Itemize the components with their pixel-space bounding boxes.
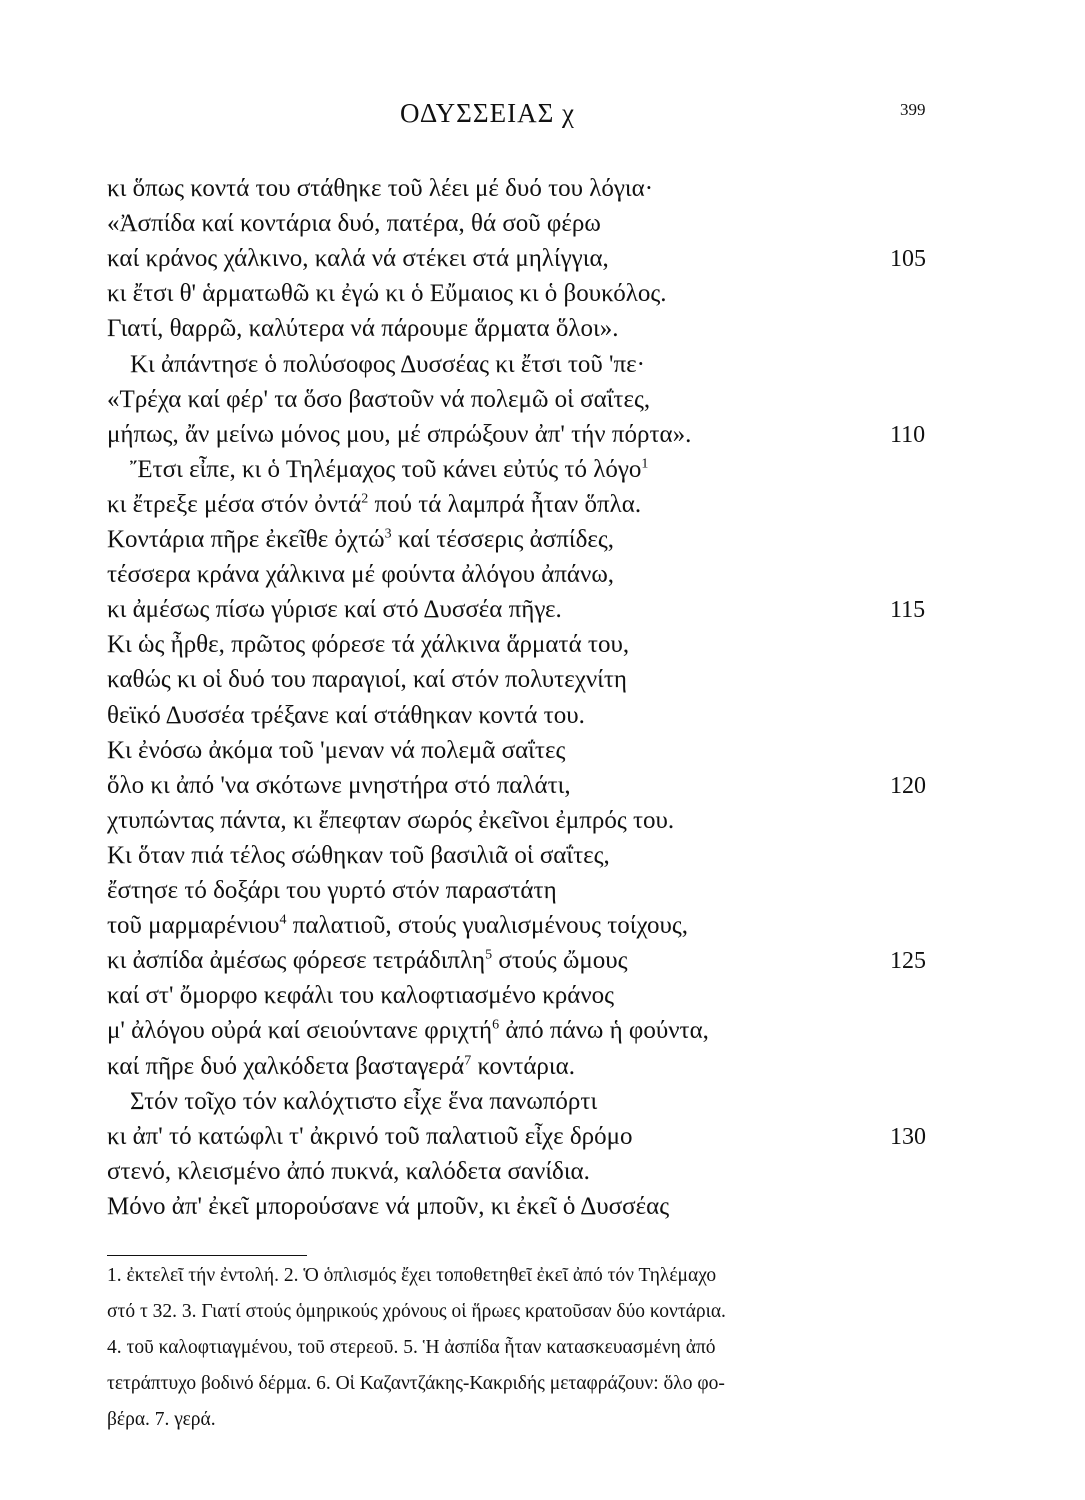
verse-text-continued: στούς ὤμους xyxy=(492,947,628,975)
verse-text: «Τρέχα καί φέρ' τα ὅσο βαστοῦν νά πολεμῶ οἱ σαΐτες, xyxy=(107,385,651,413)
verse-line xyxy=(107,843,610,868)
verse-text: κι ἀμέσως πίσω γύρισε καί στό Δυσσέα πῆγε. xyxy=(107,596,562,624)
footnote-marker: 4 xyxy=(279,912,287,928)
verse-line xyxy=(107,983,614,1008)
footnote-marker: 2 xyxy=(361,491,369,507)
footnote-line: 4. τοῦ καλοφτιαγμένου, τοῦ στερεοῦ. 5. Ἡ ἀσπίδα ἦταν κατασκευασμένη ἀπό xyxy=(107,1337,716,1358)
footnote-line: τετράπτυχο βοδινό δέρμα. 6. Οἱ Καζαντζάκης-Κακριδής μεταφράζουν: ὅλο φο- xyxy=(107,1373,725,1394)
verse-line xyxy=(107,667,627,692)
verse-line xyxy=(107,808,674,833)
verse-line xyxy=(107,316,619,341)
verse-line xyxy=(107,1054,575,1079)
verse-line xyxy=(107,176,653,201)
verse-text: Κι ἀπάντησε ὁ πολύσοφος Δυσσέας κι ἔτσι τοῦ 'πε· xyxy=(130,350,645,378)
verse-line xyxy=(107,211,601,236)
verse-text: κι ἔτσι θ' ἁρματωθῶ κι ἐγώ κι ὁ Εὔμαιος κι ὁ βουκόλος. xyxy=(107,280,667,308)
verse-line xyxy=(107,422,691,447)
verse-line xyxy=(107,387,650,412)
line-number: 120 xyxy=(890,772,926,799)
verse-line xyxy=(107,1194,669,1219)
line-number: 115 xyxy=(890,597,926,624)
line-number: 110 xyxy=(890,421,926,448)
verse-text-continued: πού τά λαμπρά ἦταν ὅπλα. xyxy=(368,490,642,518)
verse-text: μ' ἀλόγου οὐρά καί σειούντανε φριχτή xyxy=(107,1017,493,1045)
verse-text: «Ἀσπίδα καί κοντάρια δυό, πατέρα, θά σοῦ φέρω xyxy=(107,210,601,238)
verse-line xyxy=(107,492,641,517)
verse-line xyxy=(107,1018,709,1043)
verse-line xyxy=(107,773,571,798)
verse-text-continued: καί τέσσερις ἀσπίδες, xyxy=(391,526,615,553)
footnote-marker: 6 xyxy=(492,1018,500,1034)
verse-text: καί κράνος χάλκινο, καλά νά στέκει στά μηλίγγια, xyxy=(107,245,609,273)
verse-line xyxy=(130,352,645,377)
verse-text: Γιατί, θαρρῶ, καλύτερα νά πάρουμε ἅρματα ὅλοι». xyxy=(107,315,619,343)
verse-text: θεϊκό Δυσσέα τρέξανε καί στάθηκαν κοντά του. xyxy=(107,701,585,729)
verse-text-continued: κοντάρια. xyxy=(471,1052,575,1080)
footnote-marker: 3 xyxy=(384,526,392,542)
footnote-marker: 5 xyxy=(485,947,493,963)
verse-text: κι ὅπως κοντά του στάθηκε τοῦ λέει μέ δυό του λόγια· xyxy=(107,175,654,202)
verse-text-continued: ἀπό πάνω ἡ φούντα, xyxy=(499,1017,709,1045)
running-title: ΟΔΥΣΣΕΙΑΣ χ xyxy=(400,98,576,128)
verse-line xyxy=(107,632,629,657)
verse-line xyxy=(107,878,557,903)
footnote-marker: 7 xyxy=(464,1053,472,1069)
verse-line xyxy=(130,457,648,482)
line-number: 125 xyxy=(890,948,926,975)
verse-line xyxy=(107,246,609,271)
verse-line xyxy=(107,562,614,587)
verse-text: καθώς κι οἱ δυό του παραγιοί, καί στόν πολυτεχνίτη xyxy=(107,666,627,694)
verse-text: Κοντάρια πῆρε ἐκεῖθε ὀχτώ xyxy=(107,526,385,553)
verse-line xyxy=(107,703,585,728)
verse-line xyxy=(107,597,562,622)
verse-text: στενό, κλεισμένο ἀπό πυκνά, καλόδετα σανίδια. xyxy=(107,1157,590,1185)
page-number: 399 xyxy=(900,100,926,119)
verse-text: κι ἀσπίδα ἀμέσως φόρεσε τετράδιπλη xyxy=(107,947,486,975)
footnote-line: στό τ 32. 3. Γιατί στούς ὁμηρικούς χρόνους οἱ ἥρωες κρατοῦσαν δύο κοντάρια. xyxy=(107,1301,726,1322)
verse-text: καί πῆρε δυό χαλκόδετα βασταγερά xyxy=(107,1052,465,1080)
verse-text: τέσσερα κράνα χάλκινα μέ φούντα ἀλόγου ἀπάνω, xyxy=(107,561,615,589)
verse-text-continued: παλατιοῦ, στούς γυαλισμένους τοίχους, xyxy=(286,912,689,940)
verse-text: μήπως, ἄν μείνω μόνος μου, μέ σπρώξουν ἀπ' τήν πόρτα». xyxy=(107,420,692,448)
verse-text: κι ἀπ' τό κατώφλι τ' ἀκρινό τοῦ παλατιοῦ εἶχε δρόμο xyxy=(107,1122,633,1150)
footnote-line: βέρα. 7. γερά. xyxy=(107,1409,216,1430)
footnote-rule xyxy=(107,1255,307,1256)
verse-line xyxy=(107,1124,633,1149)
verse-line xyxy=(107,281,666,306)
verse-text: ἔστησε τό δοξάρι του γυρτό στόν παραστάτη xyxy=(107,877,557,904)
verse-text: κι ἔτρεξε μέσα στόν ὀντά xyxy=(107,490,362,518)
verse-line xyxy=(107,738,565,763)
verse-line xyxy=(107,913,688,938)
line-number: 105 xyxy=(890,246,926,273)
line-number: 130 xyxy=(890,1123,926,1150)
verse-text: Ἔτσι εἶπε, κι ὁ Τηλέμαχος τοῦ κάνει εὐτύς τό λόγο xyxy=(130,455,642,483)
verse-line xyxy=(107,1159,590,1184)
verse-text: ὅλο κι ἀπό 'να σκότωνε μνηστήρα στό παλάτι, xyxy=(107,771,571,799)
footnote-line: 1. ἐκτελεῖ τήν ἐντολή. 2. Ὁ ὁπλισμός ἔχει τοποθετηθεῖ ἐκεῖ ἀπό τόν Τηλέμαχο xyxy=(107,1265,717,1286)
verse-text: τοῦ μαρμαρένιου xyxy=(107,912,280,940)
verse-text: καί στ' ὄμορφο κεφάλι του καλοφτιασμένο κράνος xyxy=(107,982,615,1010)
verse-text: Κι ὅταν πιά τέλος σώθηκαν τοῦ βασιλιᾶ οἱ σαΐτες, xyxy=(107,841,610,869)
verse-text: χτυπώντας πάντα, κι ἔπεφταν σωρός ἐκεῖνοι ἐμπρός του. xyxy=(107,806,675,834)
verse-line xyxy=(107,948,628,973)
footnote-marker: 1 xyxy=(641,456,649,472)
verse-text: Κι ἐνόσω ἀκόμα τοῦ 'μεναν νά πολεμᾶ σαΐτες xyxy=(107,736,566,764)
verse-line xyxy=(130,1089,597,1114)
verse-text: Μόνο ἀπ' ἐκεῖ μπορούσανε νά μποῦν, κι ἐκεῖ ὁ Δυσσέας xyxy=(107,1192,670,1220)
verse-line xyxy=(107,527,614,552)
verse-text: Κι ὡς ἦρθε, πρῶτος φόρεσε τά χάλκινα ἅρματά του, xyxy=(107,631,630,659)
verse-text: Στόν τοῖχο τόν καλόχτιστο εἶχε ἕνα πανωπόρτι xyxy=(130,1087,598,1115)
